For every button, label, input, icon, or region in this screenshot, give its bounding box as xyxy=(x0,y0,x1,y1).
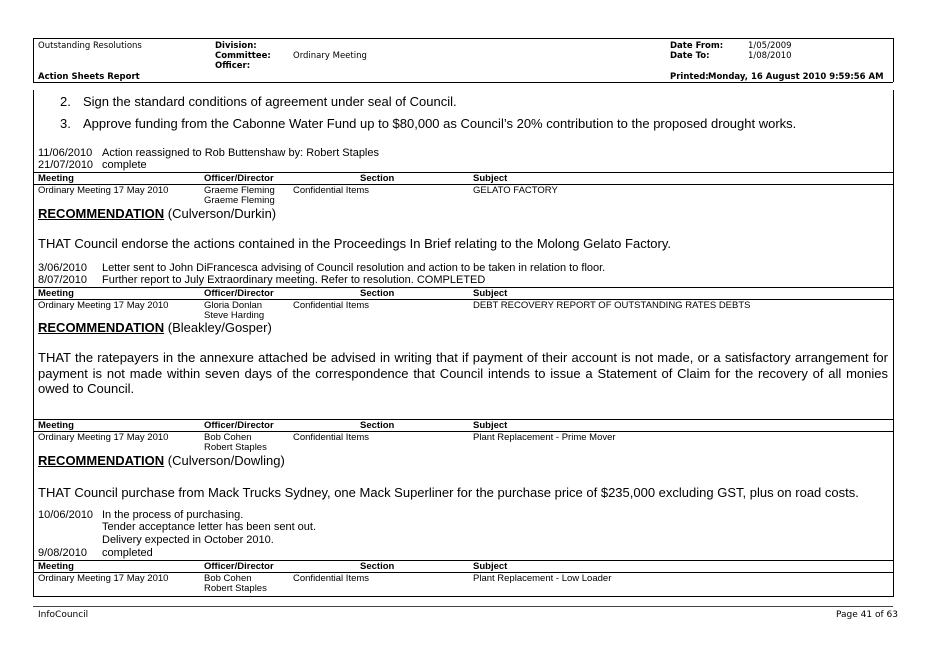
record-officer: Bob Cohen xyxy=(204,573,252,584)
division-label: Division: xyxy=(215,41,257,51)
officer-label: Officer: xyxy=(215,61,251,71)
recommendation-body: THAT the ratepayers in the annexure attached be advised in writing that if payment of their account is not made, or a satisfactory arrangement for payment is not made within seven days of the correspondence that Council intends to issue a Statement of Claim for the recovery of all monies owed to Council. xyxy=(38,350,888,396)
item-3-text: Approve funding from the Cabonne Water Fund up to $80,000 as Council’s 20% contribution to the proposed drought works. xyxy=(83,116,797,131)
recommendation-movers: (Culverson/Durkin) xyxy=(167,206,277,221)
report-name: Outstanding Resolutions xyxy=(38,41,142,51)
recommendation-movers: (Culverson/Dowling) xyxy=(167,453,285,468)
recommendation-body: THAT Council purchase from Mack Trucks Sydney, one Mack Superliner for the purchase price of $235,000 excluding GST, plus on road costs. xyxy=(38,485,859,500)
col-header-officer: Officer/Director xyxy=(204,173,274,184)
record-subject: DEBT RECOVERY REPORT OF OUTSTANDING RATES DEBTS xyxy=(473,300,751,311)
item-2-number: 2. xyxy=(60,94,71,109)
col-header-meeting: Meeting xyxy=(38,561,74,572)
record-meeting: Ordinary Meeting 17 May 2010 xyxy=(38,300,169,311)
record-subject: Plant Replacement - Low Loader xyxy=(473,573,612,584)
record-subject: Plant Replacement - Prime Mover xyxy=(473,432,616,443)
page-number: Page 41 of 63 xyxy=(836,610,898,620)
col-header-meeting: Meeting xyxy=(38,288,74,299)
date-to-label: Date To: xyxy=(670,51,710,61)
col-header-section: Section xyxy=(360,420,395,431)
record-director: Robert Staples xyxy=(204,583,267,594)
report-type: Action Sheets Report xyxy=(38,72,140,82)
recommendation-body: THAT Council endorse the actions contained in the Proceedings In Brief relating to the Molong Gelato Factory. xyxy=(38,236,672,251)
date-to-value: 1/08/2010 xyxy=(748,51,792,61)
record-meeting: Ordinary Meeting 17 May 2010 xyxy=(38,573,169,584)
note-text: Tender acceptance letter has been sent out. xyxy=(102,521,317,533)
record-director: Robert Staples xyxy=(204,442,267,453)
record-section: Confidential Items xyxy=(293,300,370,311)
recommendation-word: RECOMMENDATION xyxy=(38,320,165,335)
recommendation-heading xyxy=(38,320,272,335)
note-date: 11/06/2010 xyxy=(38,147,93,159)
col-header-meeting: Meeting xyxy=(38,173,74,184)
col-header-section: Section xyxy=(360,561,395,572)
note-date: 10/06/2010 xyxy=(38,509,94,521)
record-section: Confidential Items xyxy=(293,432,370,443)
recommendation-heading xyxy=(38,453,285,468)
col-header-officer: Officer/Director xyxy=(204,561,274,572)
col-header-subject: Subject xyxy=(473,561,508,572)
committee-value: Ordinary Meeting xyxy=(293,51,367,61)
record-officer: Graeme Fleming xyxy=(204,185,275,196)
recommendation-word: RECOMMENDATION xyxy=(38,453,165,468)
recommendation-word: RECOMMENDATION xyxy=(38,206,165,221)
note-text: Delivery expected in October 2010. xyxy=(102,534,274,546)
committee-label: Committee: xyxy=(215,51,271,61)
record-meeting: Ordinary Meeting 17 May 2010 xyxy=(38,185,169,196)
record-director: Steve Harding xyxy=(204,310,265,321)
col-header-officer: Officer/Director xyxy=(204,288,274,299)
note-text: complete xyxy=(102,159,147,171)
col-header-section: Section xyxy=(360,173,395,184)
note-text: Action reassigned to Rob Buttenshaw by: Robert Staples xyxy=(102,147,379,159)
footer-app-name: InfoCouncil xyxy=(38,610,89,620)
recommendation-heading xyxy=(38,206,276,221)
item-2-text: Sign the standard conditions of agreement under seal of Council. xyxy=(83,94,457,109)
date-from-value: 1/05/2009 xyxy=(748,41,792,51)
note-text: In the process of purchasing. xyxy=(102,509,244,521)
record-meeting: Ordinary Meeting 17 May 2010 xyxy=(38,432,169,443)
record-subject: GELATO FACTORY xyxy=(473,185,558,196)
col-header-subject: Subject xyxy=(473,420,508,431)
note-text: completed xyxy=(102,547,153,559)
note-date: 8/07/2010 xyxy=(38,274,87,286)
item-3-number: 3. xyxy=(60,116,71,131)
note-date: 21/07/2010 xyxy=(38,159,94,171)
recommendation-movers: (Bleakley/Gosper) xyxy=(167,320,272,335)
record-section: Confidential Items xyxy=(293,573,370,584)
note-date: 3/06/2010 xyxy=(38,262,87,274)
col-header-officer: Officer/Director xyxy=(204,420,274,431)
note-text: Further report to July Extraordinary meeting. Refer to resolution. COMPLETED xyxy=(102,274,486,286)
note-text: Letter sent to John DiFrancesca advising of Council resolution and action to be taken in relation to floor. xyxy=(102,262,606,274)
col-header-section: Section xyxy=(360,288,395,299)
col-header-subject: Subject xyxy=(473,173,508,184)
record-officer: Bob Cohen xyxy=(204,432,252,443)
printed-value: Monday, 16 August 2010 9:59:56 AM xyxy=(708,72,884,82)
record-section: Confidential Items xyxy=(293,185,370,196)
date-from-label: Date From: xyxy=(670,41,724,51)
col-header-subject: Subject xyxy=(473,288,508,299)
record-director: Graeme Fleming xyxy=(204,195,275,206)
record-officer: Gloria Donlan xyxy=(204,300,263,311)
col-header-meeting: Meeting xyxy=(38,420,74,431)
note-date: 9/08/2010 xyxy=(38,547,87,559)
printed-label: Printed: xyxy=(670,72,709,82)
